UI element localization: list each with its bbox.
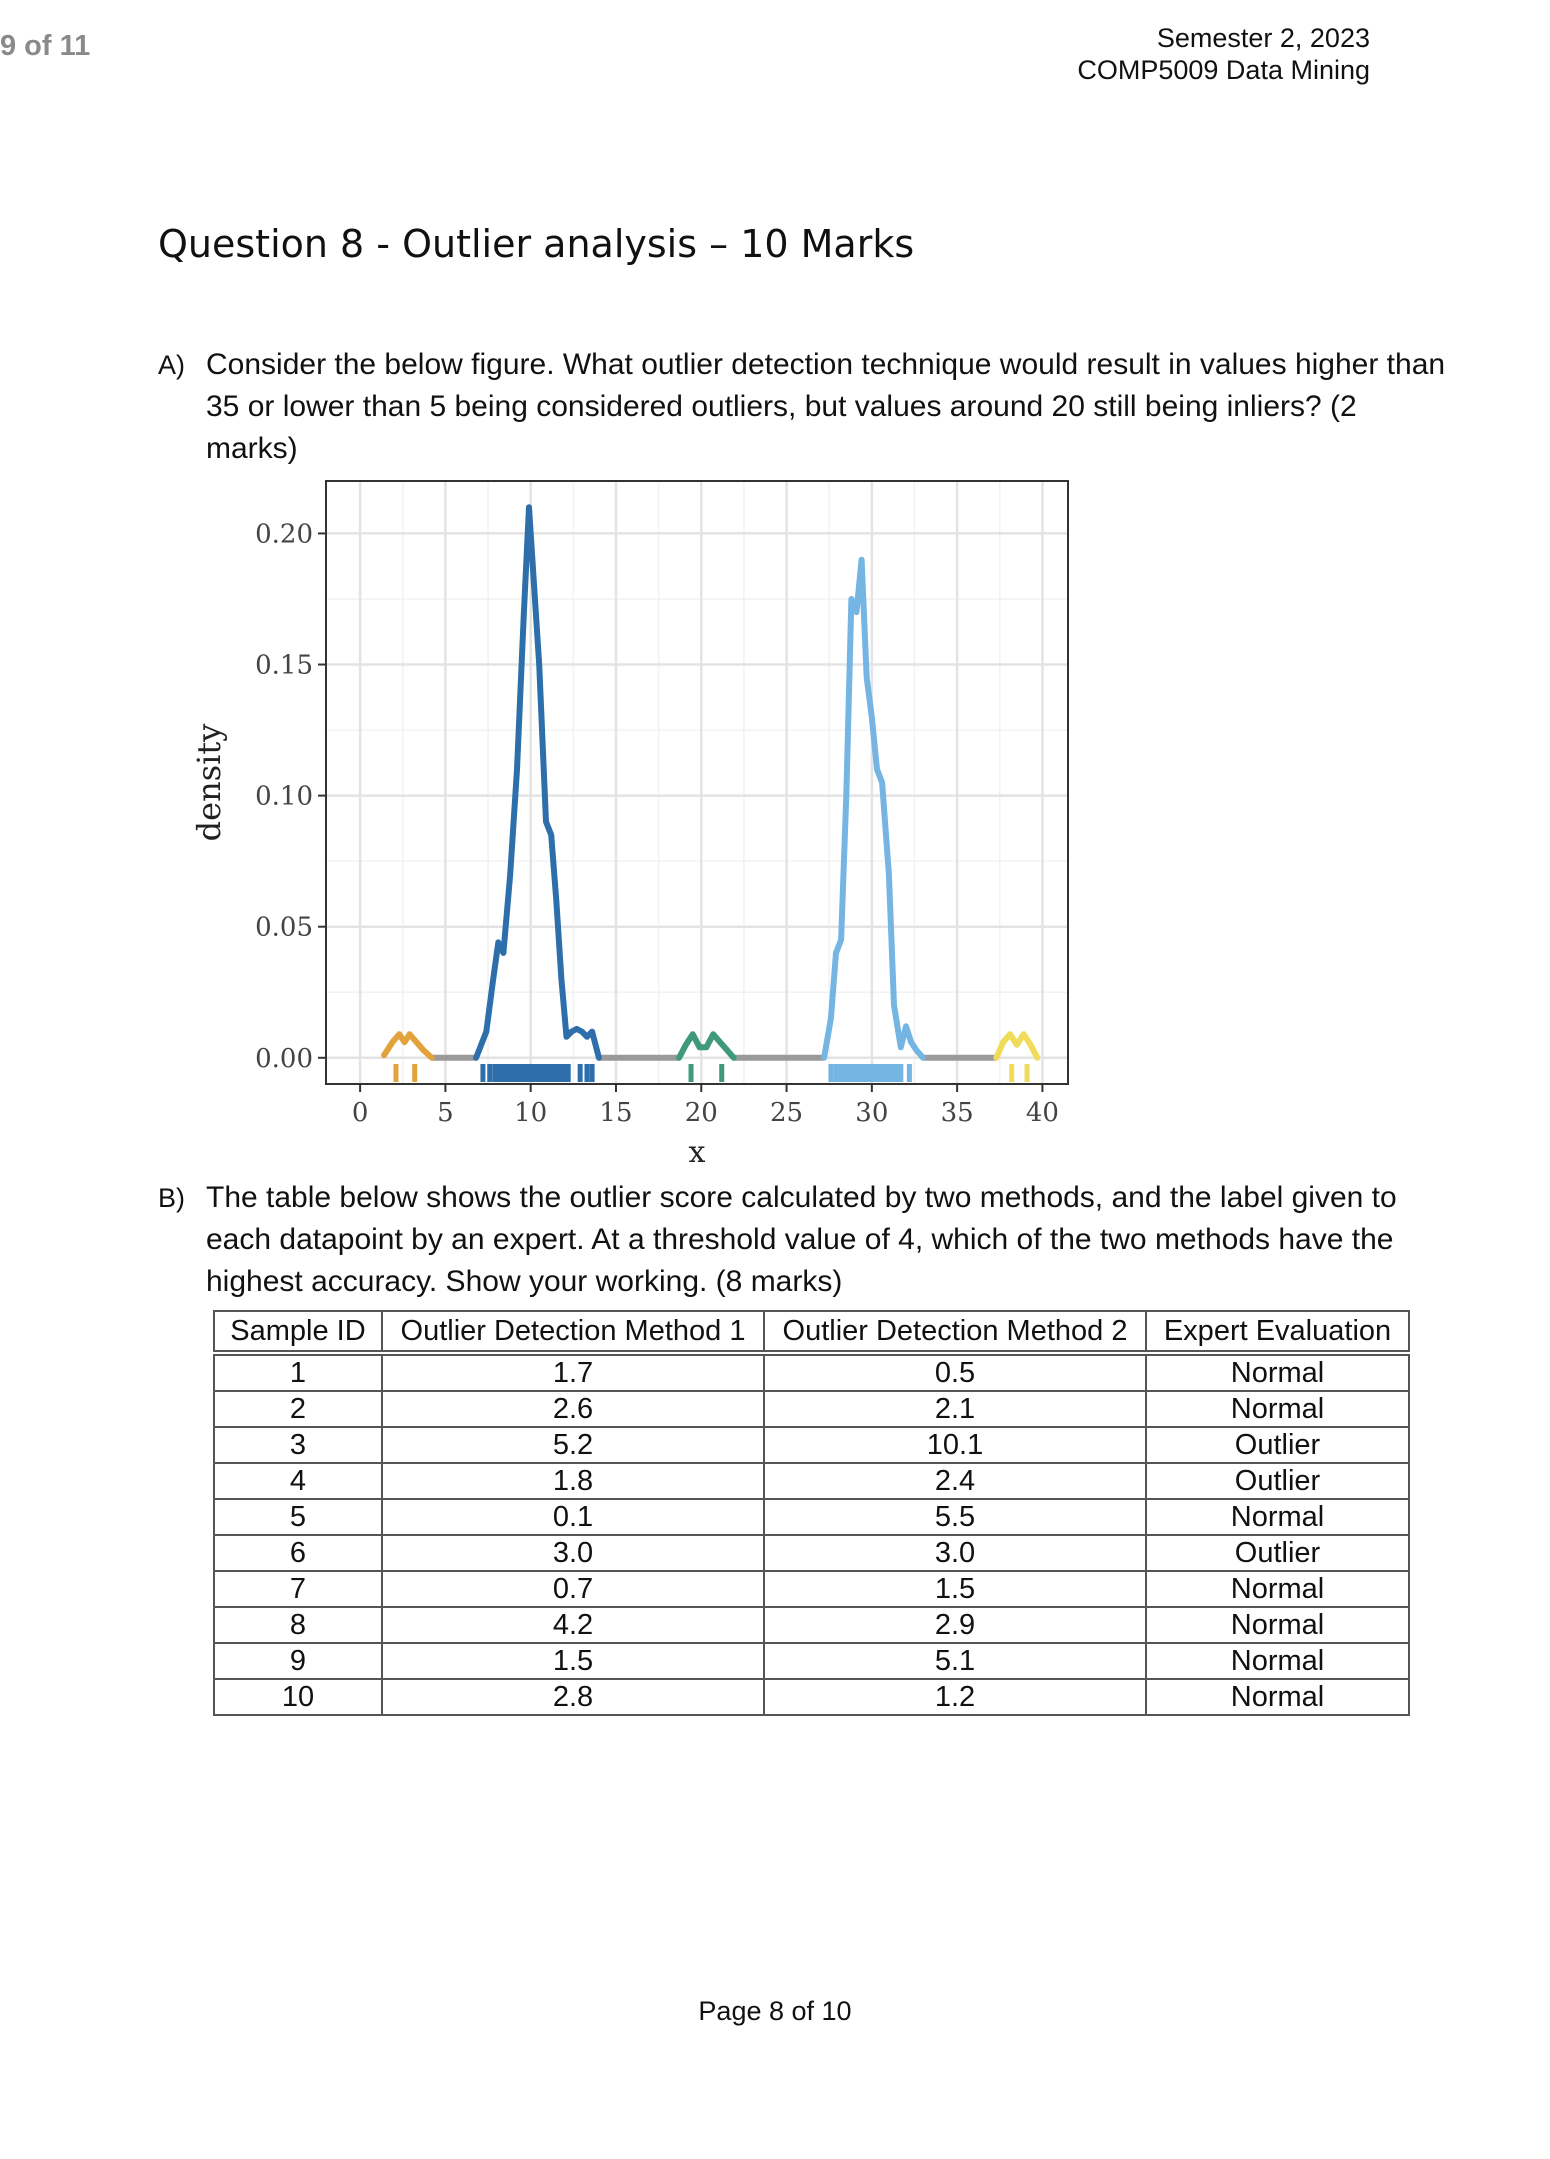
cell-expert: Outlier <box>1146 1427 1409 1463</box>
cell-method-1: 0.1 <box>382 1499 764 1535</box>
course-label: COMP5009 Data Mining <box>1077 55 1370 85</box>
cell-expert: Normal <box>1146 1499 1409 1535</box>
cell-method-1: 2.6 <box>382 1391 764 1427</box>
x-tick-label: 15 <box>599 1098 633 1128</box>
cell-method-1: 1.7 <box>382 1353 764 1391</box>
cell-method-2: 5.1 <box>764 1643 1146 1679</box>
header-expert-evaluation: Expert Evaluation <box>1146 1311 1409 1353</box>
cell-sample-id: 8 <box>214 1607 382 1643</box>
table-row <box>214 1427 1409 1463</box>
cell-sample-id: 9 <box>214 1643 382 1679</box>
part-b-text: The table below shows the outlier score calculated by two methods, and the label given to each datapoint by an expert. At a threshold value of 4, which of the two methods have the highest accuracy. Show your working. (8 marks) <box>206 1181 1397 1298</box>
x-tick-label: 40 <box>1025 1098 1059 1128</box>
cell-sample-id: 4 <box>214 1463 382 1499</box>
cell-method-2: 1.5 <box>764 1571 1146 1607</box>
x-tick-label: 5 <box>437 1098 454 1128</box>
document-header <box>1077 22 1370 86</box>
cell-method-1: 0.7 <box>382 1571 764 1607</box>
part-a-text: Consider the below figure. What outlier detection technique would result in values higher than 35 or lower than 5 being considered outliers, but values around 20 still being inliers? (2 marks) <box>206 348 1446 465</box>
cell-method-2: 5.5 <box>764 1499 1146 1535</box>
cell-method-2: 1.2 <box>764 1679 1146 1715</box>
part-b-label: B) <box>158 1183 185 1213</box>
y-tick-label: 0.20 <box>255 519 313 550</box>
x-axis-title: x <box>688 1135 706 1170</box>
semester-label: Semester 2, 2023 <box>1156 23 1370 53</box>
table-row <box>214 1643 1409 1679</box>
header-method-1: Outlier Detection Method 1 <box>382 1311 764 1353</box>
header-method-2: Outlier Detection Method 2 <box>764 1311 1146 1353</box>
part-a <box>158 344 1458 474</box>
density-chart <box>190 470 1090 1180</box>
table-row <box>214 1463 1409 1499</box>
cell-method-2: 2.9 <box>764 1607 1146 1643</box>
cell-expert: Normal <box>1146 1353 1409 1391</box>
cell-method-1: 5.2 <box>382 1427 764 1463</box>
cell-sample-id: 7 <box>214 1571 382 1607</box>
cell-method-2: 0.5 <box>764 1353 1146 1391</box>
table-row <box>214 1607 1409 1643</box>
y-tick-label: 0.05 <box>255 912 313 943</box>
cell-expert: Outlier <box>1146 1535 1409 1571</box>
outlier-score-table <box>213 1310 1410 1716</box>
cell-expert: Normal <box>1146 1571 1409 1607</box>
cell-expert: Normal <box>1146 1391 1409 1427</box>
cell-method-1: 1.5 <box>382 1643 764 1679</box>
table-row <box>214 1391 1409 1427</box>
cell-method-2: 3.0 <box>764 1535 1146 1571</box>
cell-sample-id: 10 <box>214 1679 382 1715</box>
cell-method-1: 4.2 <box>382 1607 764 1643</box>
page-footer: Page 8 of 10 <box>698 1996 852 2026</box>
cell-method-2: 10.1 <box>764 1427 1146 1463</box>
cell-expert: Outlier <box>1146 1463 1409 1499</box>
x-tick-label: 25 <box>770 1098 804 1128</box>
cell-sample-id: 1 <box>214 1353 382 1391</box>
x-tick-label: 20 <box>684 1098 718 1128</box>
part-b <box>158 1177 1458 1307</box>
cell-method-2: 2.4 <box>764 1463 1146 1499</box>
cell-sample-id: 3 <box>214 1427 382 1463</box>
question-title: Question 8 - Outlier analysis – 10 Marks <box>158 222 915 266</box>
table-header-row <box>214 1311 1409 1353</box>
cell-expert: Normal <box>1146 1679 1409 1715</box>
cell-sample-id: 6 <box>214 1535 382 1571</box>
cell-method-1: 1.8 <box>382 1463 764 1499</box>
table-row <box>214 1571 1409 1607</box>
table-row <box>214 1353 1409 1391</box>
x-tick-label: 0 <box>351 1098 369 1128</box>
table-row <box>214 1679 1409 1715</box>
y-axis-title: density <box>190 723 228 842</box>
part-a-label: A) <box>158 350 185 380</box>
cell-method-1: 3.0 <box>382 1535 764 1571</box>
header-sample-id: Sample ID <box>214 1311 382 1353</box>
cell-method-2: 2.1 <box>764 1391 1146 1427</box>
x-tick-label: 35 <box>940 1098 974 1128</box>
x-tick-label: 10 <box>514 1098 548 1128</box>
table-row <box>214 1535 1409 1571</box>
table-row <box>214 1499 1409 1535</box>
cell-sample-id: 2 <box>214 1391 382 1427</box>
y-tick-label: 0.15 <box>255 650 313 681</box>
page-counter: 9 of 11 <box>0 30 91 62</box>
y-tick-label: 0.10 <box>255 781 313 812</box>
cell-expert: Normal <box>1146 1607 1409 1643</box>
x-tick-label: 30 <box>855 1098 889 1128</box>
cell-sample-id: 5 <box>214 1499 382 1535</box>
cell-method-1: 2.8 <box>382 1679 764 1715</box>
y-tick-label: 0.00 <box>255 1043 313 1074</box>
cell-expert: Normal <box>1146 1643 1409 1679</box>
